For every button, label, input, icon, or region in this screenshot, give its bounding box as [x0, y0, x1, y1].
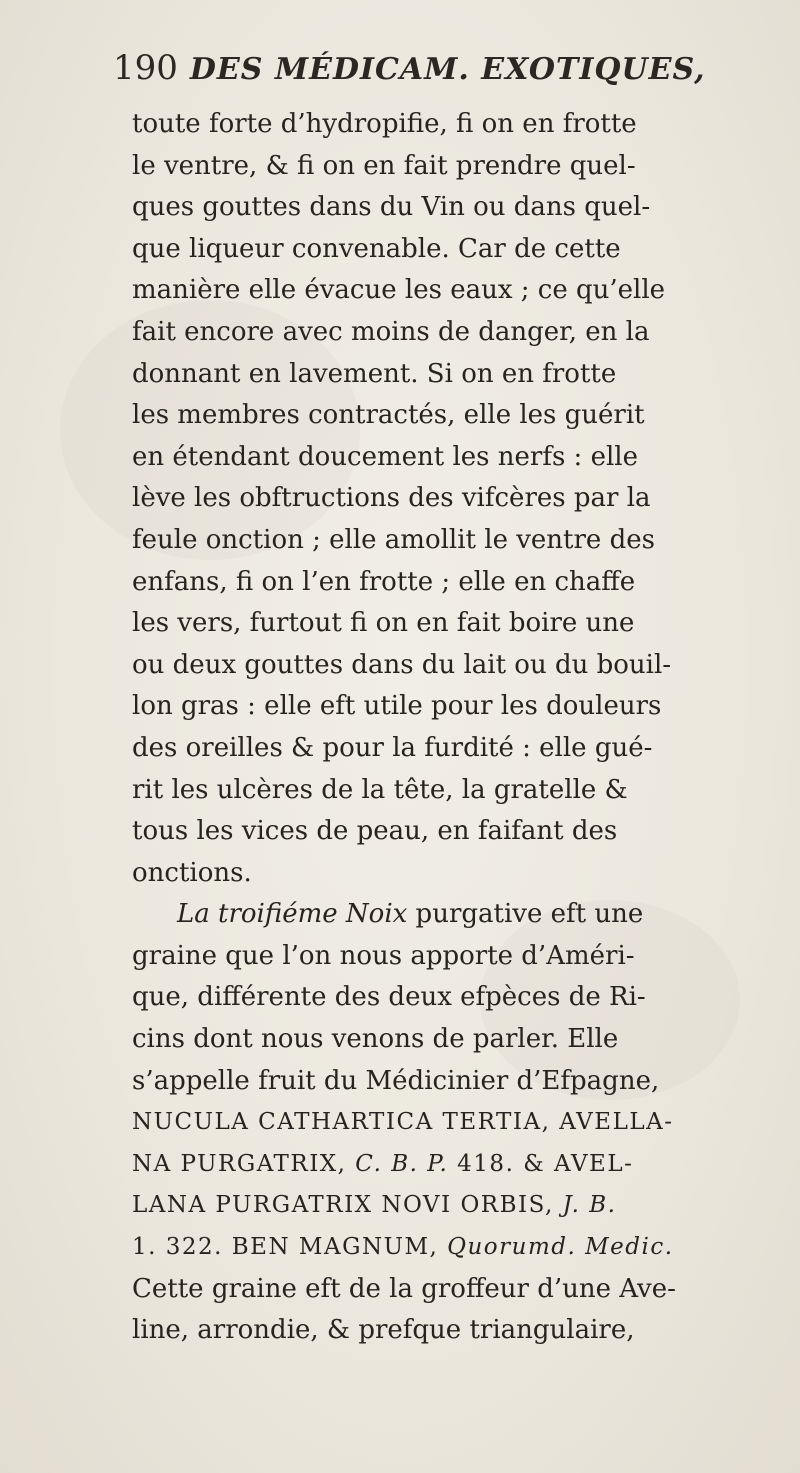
latin-name-line [132, 1185, 792, 1227]
line-part: NA PURGATRIX, [132, 1150, 356, 1177]
text-line: rit les ulcères de la tête, la gratelle & [132, 774, 628, 805]
body-text [132, 104, 792, 1352]
text-line: ques gouttes dans du Vin ou dans quel- [132, 192, 651, 223]
text-line: que, différente des deux efpèces de Ri- [132, 982, 646, 1013]
text-line: des oreilles & pour la furdité : elle gué- [132, 732, 653, 763]
text-line: le ventre, & fi on en fait prendre quel- [132, 150, 636, 181]
running-header [113, 48, 793, 100]
text-line: les vers, furtout fi on en fait boire une [132, 608, 635, 639]
citation: J. B. [562, 1192, 617, 1219]
text-line: toute forte d’hydropifie, fi on en frotte [132, 109, 637, 139]
text-line: lon gras : elle eft utile pour les douleurs [132, 691, 662, 722]
latin-name-line [132, 1144, 792, 1186]
text-line: onctions. [132, 857, 252, 888]
citation: Quorumd. Medic. [447, 1234, 674, 1261]
text-line: line, arrondie, & prefque triangulaire, [132, 1315, 635, 1346]
line-part: 1. 322. BEN MAGNUM, [132, 1234, 448, 1261]
text-line: manière elle évacue les eaux ; ce qu’elle [132, 275, 666, 306]
line-part: LANA PURGATRIX NOVI ORBIS, [132, 1192, 563, 1219]
text-line: s’appelle fruit du Médicinier d’Efpagne, [132, 1065, 660, 1096]
text-line: lève les obftructions des vifcères par la [132, 483, 651, 514]
latin-name-line [132, 1227, 792, 1269]
text-line: Cette graine eft de la groffeur d’une Ave- [132, 1273, 676, 1304]
page-number: 190 [113, 48, 178, 88]
text-line: graine que l’on nous apporte d’Améri- [132, 940, 635, 971]
text-line: en étendant doucement les nerfs : elle [132, 441, 638, 472]
latin-name-line: NUCULA CATHARTICA TERTIA, AVELLA- [132, 1109, 674, 1136]
text-line: tous les vices de peau, en faifant des [132, 816, 618, 847]
italic-phrase: La troifiéme Noix [177, 899, 408, 930]
paragraph-start-line [132, 894, 792, 936]
running-title: DES MÉDICAM. EXOTIQUES, [189, 52, 706, 87]
line-part: 418. & AVEL- [448, 1150, 634, 1177]
line-rest: purgative eft une [407, 899, 644, 930]
text-line: cins dont nous venons de parler. Elle [132, 1024, 619, 1055]
text-line: les membres contractés, elle les guérit [132, 400, 645, 431]
text-line: enfans, fi on l’en frotte ; elle en chaffe [132, 566, 636, 597]
text-line: que liqueur convenable. Car de cette [132, 233, 621, 264]
citation: C. B. P. [355, 1150, 449, 1177]
text-line: donnant en lavement. Si on en frotte [132, 358, 617, 389]
text-line: ou deux gouttes dans du lait ou du bouil- [132, 649, 672, 680]
text-line: feule onction ; elle amollit le ventre des [132, 524, 655, 555]
text-line: fait encore avec moins de danger, en la [132, 316, 650, 347]
